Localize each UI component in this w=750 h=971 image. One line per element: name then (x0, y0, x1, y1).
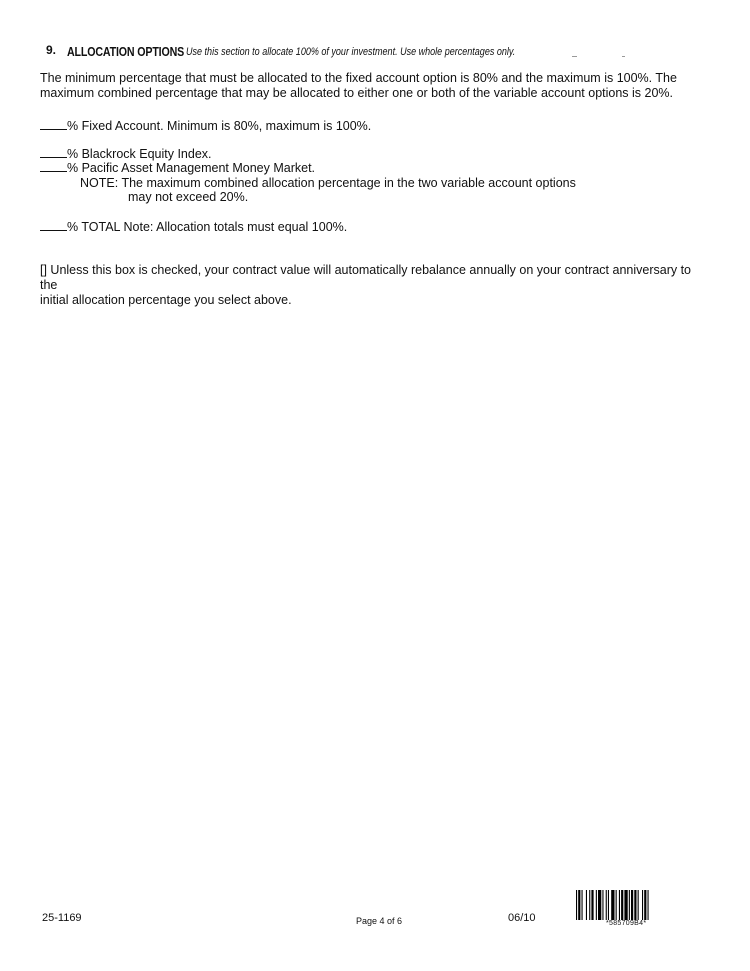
option-row-money-market (40, 160, 315, 176)
total-blank[interactable] (40, 219, 67, 231)
barcode-bar (576, 890, 577, 920)
rebalance-paragraph (40, 263, 710, 308)
blackrock-label: % Blackrock Equity Index. (67, 147, 212, 161)
intro-paragraph (40, 71, 710, 101)
barcode-bar (624, 890, 627, 920)
money-market-label: % Pacific Asset Management Money Market. (67, 161, 316, 175)
total-label: % TOTAL Note: Allocation totals must equal 100%. (67, 220, 348, 234)
barcode-bar (621, 890, 623, 920)
barcode-bar (591, 890, 593, 920)
scan-mark (572, 56, 577, 57)
fixed-account-label: % Fixed Account. Minimum is 80%, maximum is 100%. (67, 119, 372, 133)
barcode-bar (638, 890, 639, 920)
barcode-bar (582, 890, 583, 920)
barcode-bar (598, 890, 601, 920)
barcode-bar (616, 890, 617, 920)
form-number: 25-1169 (42, 912, 82, 924)
section-title: ALLOCATION OPTIONS (67, 44, 185, 59)
barcode-image (576, 890, 704, 920)
barcode-bar (602, 890, 603, 920)
barcode-bar (642, 890, 643, 920)
barcode-bar (629, 890, 630, 920)
fixed-account-blank[interactable] (40, 118, 67, 130)
intro-line-1: The minimum percentage that must be allocated to the fixed account option is 80% and the maximum is 100%. The (40, 71, 677, 85)
barcode-bar (631, 890, 633, 920)
blackrock-blank[interactable] (40, 146, 67, 158)
form-date: 06/10 (508, 912, 536, 924)
money-market-blank[interactable] (40, 160, 67, 172)
barcode-bar (611, 890, 614, 920)
barcode-text: *585709B4* (606, 920, 647, 927)
barcode-bar (619, 890, 620, 920)
page-number: Page 4 of 6 (356, 916, 403, 926)
section-instruction: Use this section to allocate 100% of your investment. Use whole percentages only. (186, 46, 516, 58)
barcode-bar (648, 890, 649, 920)
barcode-bar (634, 890, 636, 920)
scan-mark (622, 56, 625, 57)
barcode-bar (644, 890, 646, 920)
section-number: 9. (46, 43, 57, 57)
rebalance-line-2: initial allocation percentage you select above. (40, 293, 292, 307)
fixed-account-row (40, 118, 371, 134)
barcode-bar (578, 890, 580, 920)
total-row (40, 219, 347, 235)
barcode-bar (589, 890, 590, 920)
intro-line-2: maximum combined percentage that may be allocated to either one or both of the variable account options is 20%. (40, 86, 674, 100)
barcode-bar (586, 890, 587, 920)
barcode-bar (596, 890, 597, 920)
barcode-bar (606, 890, 607, 920)
note-line-2: may not exceed 20%. (128, 190, 249, 204)
rebalance-line-1: [] Unless this box is checked, your contract value will automatically rebalance annually on your contract anniversary to the (40, 263, 692, 292)
barcode-bar (608, 890, 609, 920)
note-line-1: NOTE: The maximum combined allocation percentage in the two variable account options (80, 176, 576, 190)
